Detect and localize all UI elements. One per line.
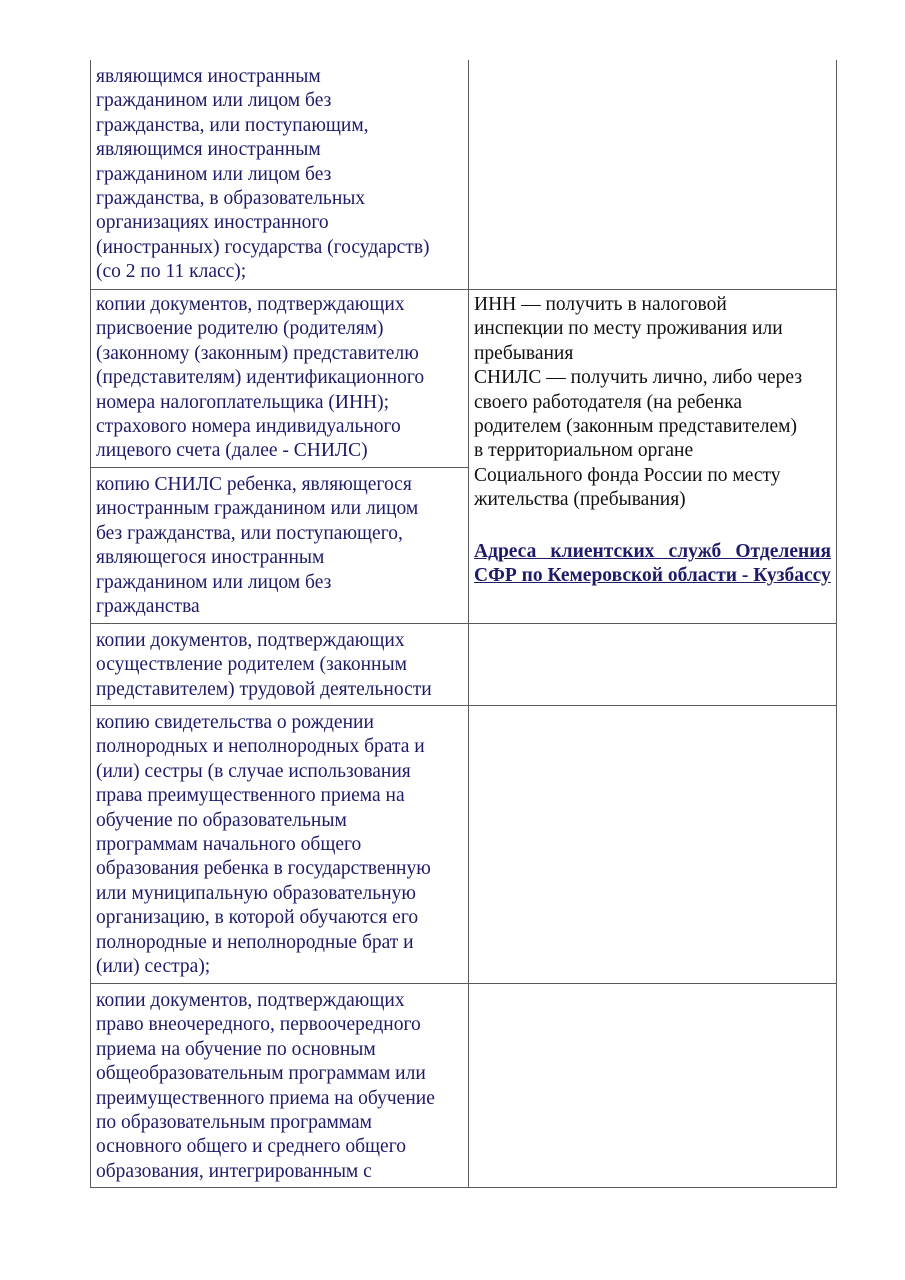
table-border-left [90,60,91,1188]
document-requirement-text: копию свидетельства о рождении полнородных и неполнородных брата и (или) сестры (в случае использования права преимущественного приема на обучение по образовательным программам начального общего образования ребенка в государственную или муниципальную образовательную организацию, в которой обучаются его полнородные и неполнородные брат и (или) сестра); [96,712,431,978]
table-border-bottom [90,1187,837,1188]
document-requirement-text: копию СНИЛС ребенка, являющегося иностранным гражданином или лицом без гражданства, или поступающего, являющегося иностранным гражданином или лицом без гражданства [96,474,419,618]
table-border-right [836,60,837,1188]
sfr-client-services-link[interactable]: Адреса клиентских служб Отделения СФР по Кемеровской области - Кузбассу [474,541,831,587]
document-requirement-text: копии документов, подтверждающих осуществление родителем (законным представителем) трудовой деятельности [96,630,432,700]
row-divider [90,289,837,290]
row-divider [90,983,837,984]
document-requirement-text: являющимся иностранным гражданином или лицом без гражданства, или поступающим, являющимся иностранным гражданином или лицом без гражданства, в образовательных организациях иностранного (иностранных) государства (государств) (со 2 по 11 класс); [96,66,430,283]
document-requirement-text: копии документов, подтверждающих право внеочередного, первоочередного приема на обучение по основным общеобразовательным программам или преимущественного приема на обучение по образовательным программам основного общего и среднего общего образования, интегрированным с [96,990,435,1182]
row-divider-left-only [90,467,469,468]
table-column-divider [468,60,469,1188]
row-divider [90,623,837,624]
row-divider [90,705,837,706]
inn-snils-info: ИНН — получить в налоговой инспекции по месту проживания или пребывания СНИЛС — получить лично, либо через своего работодателя (на ребенка родителем (законным представителем) в территориальном органе Социального фонда России по месту жительства (пребывания) [474,294,803,511]
document-requirement-text: копии документов, подтверждающих присвоение родителю (родителям) (законному (законным) представителю (представителям) идентификационного номера налогоплательщика (ИНН); страхового номера индивидуального лицевого счета (далее - СНИЛС) [96,294,425,462]
